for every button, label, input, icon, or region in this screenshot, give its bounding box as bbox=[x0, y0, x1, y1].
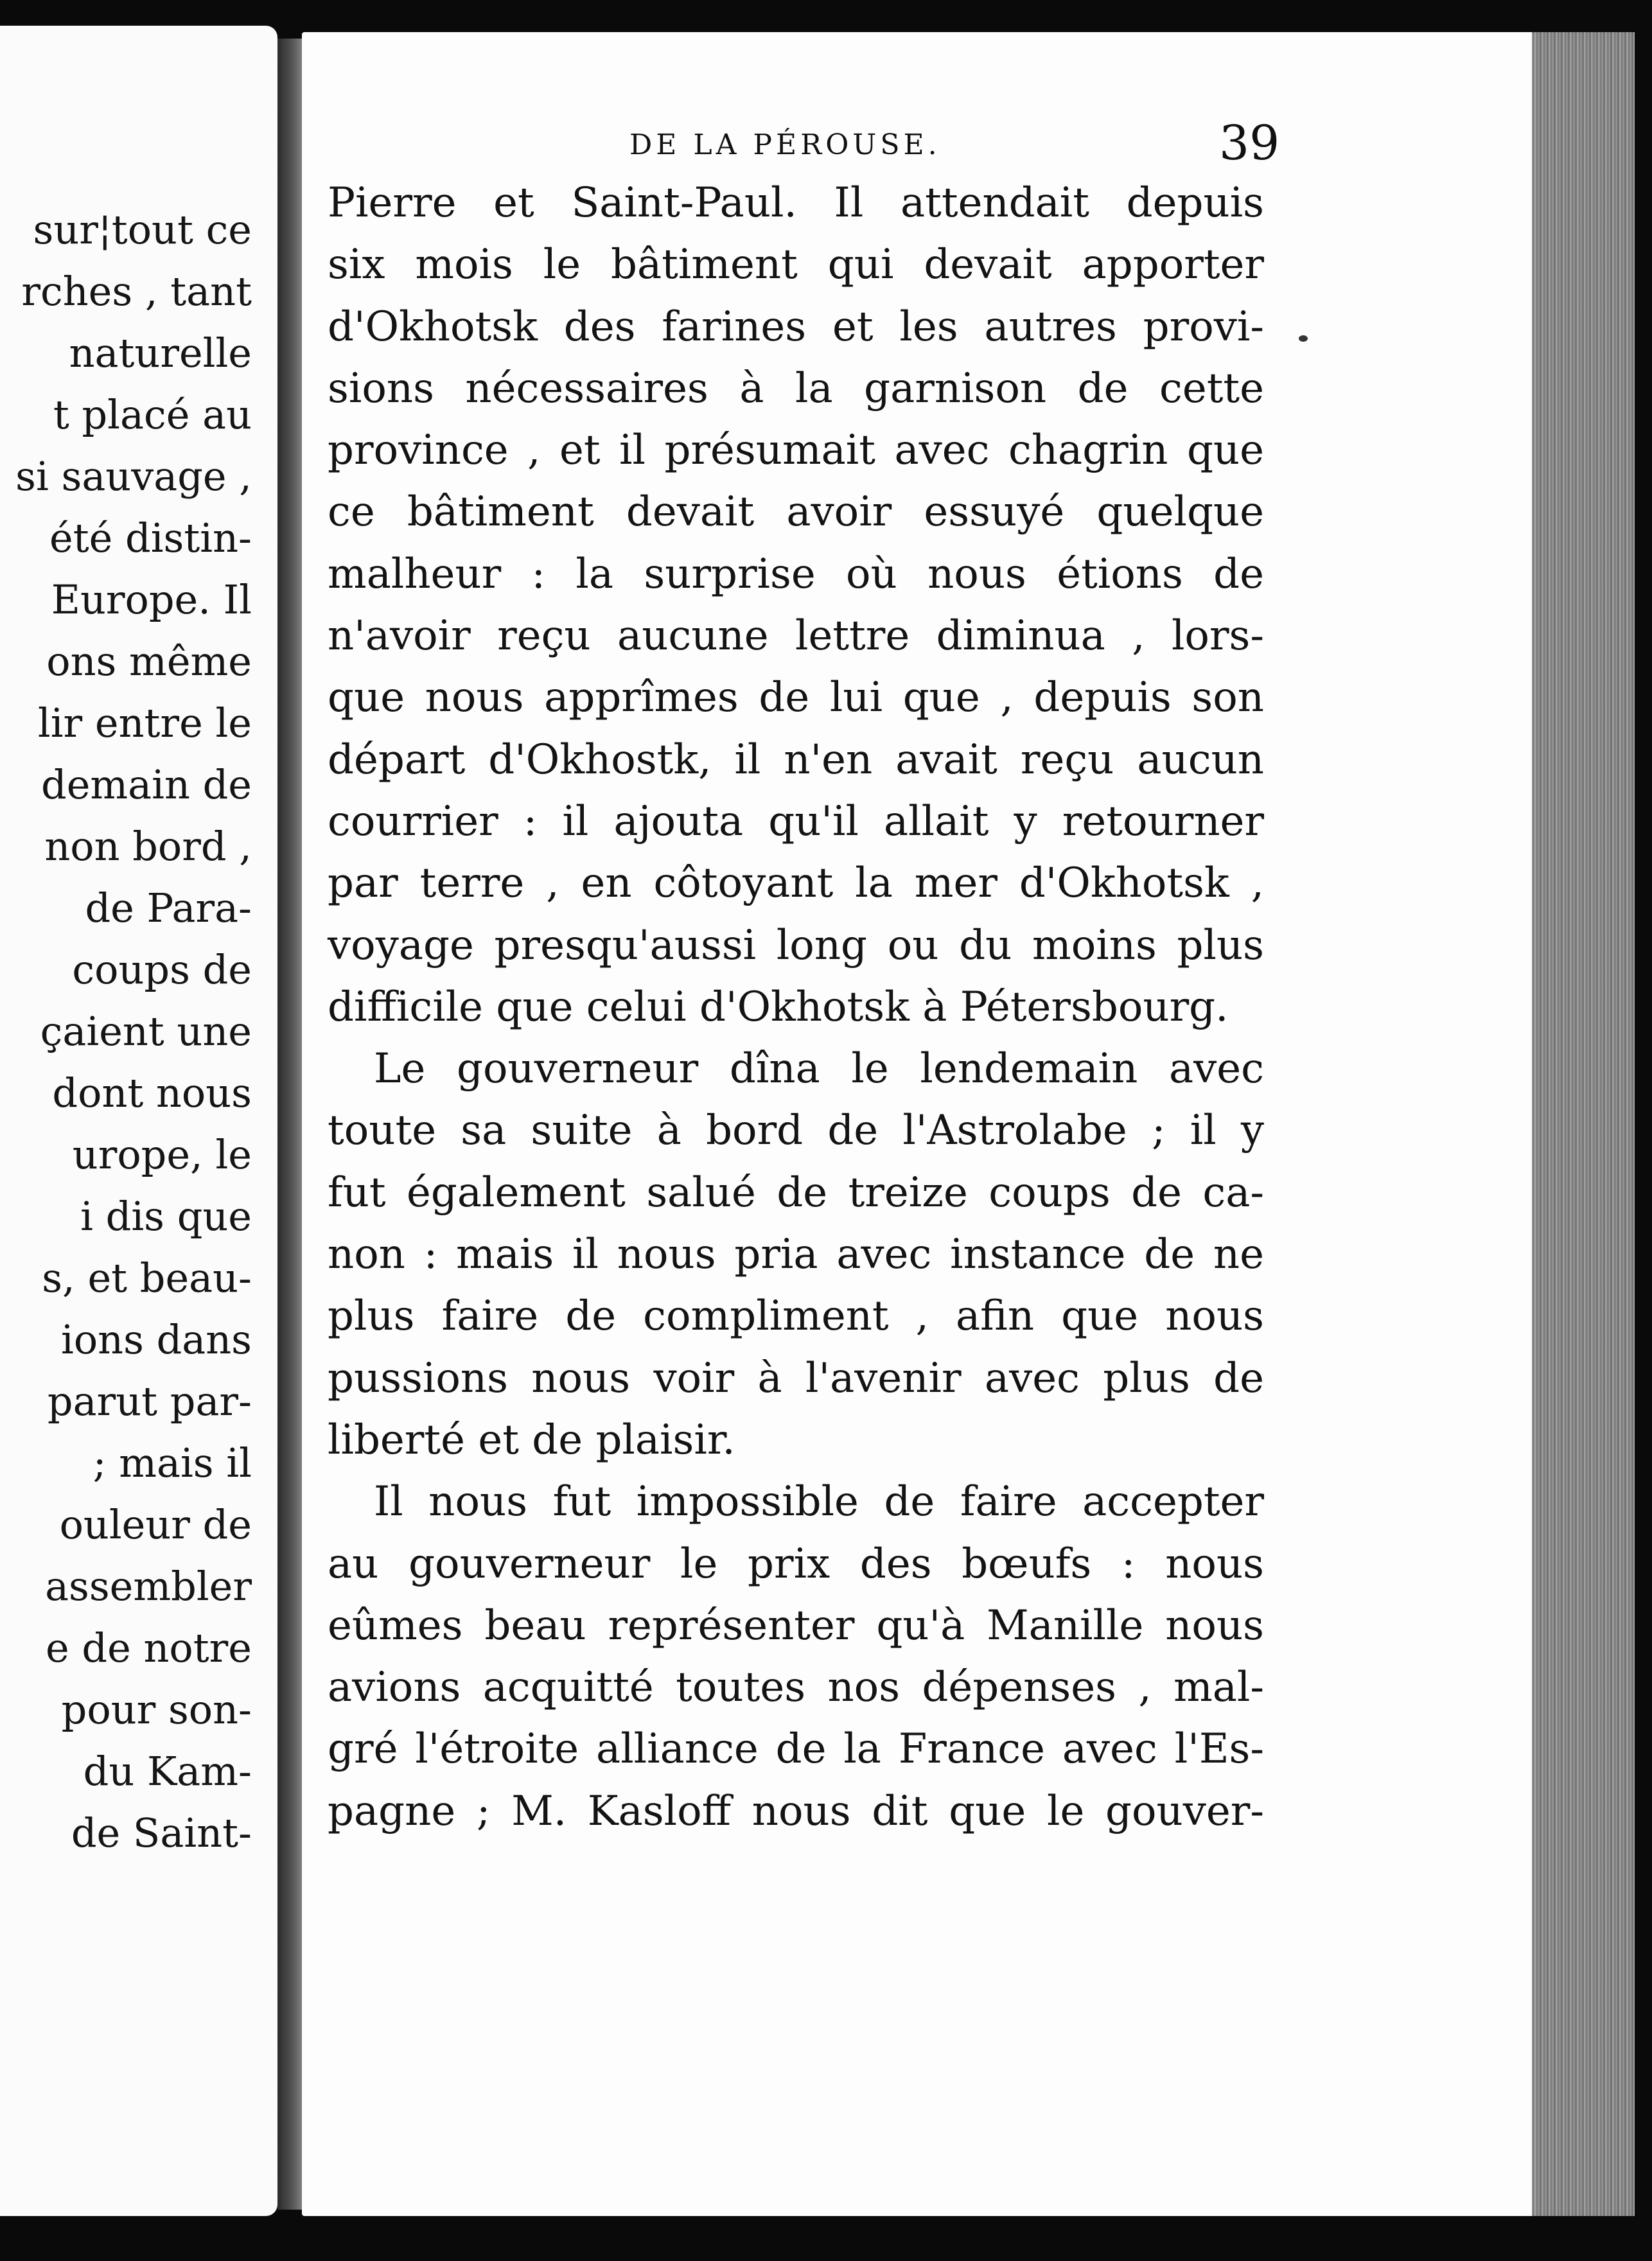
left-line: assembler bbox=[45, 1563, 252, 1610]
left-line: ons même bbox=[46, 638, 252, 685]
left-line: lir entre le bbox=[37, 699, 252, 746]
left-line: rches , tant bbox=[21, 268, 252, 315]
text-line: Il nous fut impossible de faire accepter bbox=[374, 1478, 1264, 1526]
left-line: été distin- bbox=[49, 515, 252, 561]
text-line: au gouverneur le prix des bœufs : nous bbox=[328, 1540, 1264, 1588]
text-line: fut également salué de treize coups de ca- bbox=[328, 1168, 1264, 1217]
left-line: dont nous bbox=[52, 1069, 252, 1116]
text-line: six mois le bâtiment qui devait apporter bbox=[328, 241, 1264, 289]
right-main-page bbox=[302, 32, 1535, 2216]
page-header bbox=[302, 109, 1535, 173]
text-line: toute sa suite à bord de l'Astrolabe ; il y bbox=[328, 1107, 1264, 1155]
left-line: s, et beau- bbox=[42, 1254, 252, 1301]
text-line: ce bâtiment devait avoir essuyé quelque bbox=[328, 488, 1264, 536]
text-line: départ d'Okhostk, il n'en avait reçu aucun bbox=[328, 735, 1264, 784]
text-line: malheur : la surprise où nous étions de bbox=[328, 550, 1264, 598]
text-line: plus faire de compliment , afin que nous bbox=[328, 1292, 1264, 1341]
left-line: de Saint- bbox=[71, 1809, 252, 1856]
left-line: çaient une bbox=[40, 1008, 252, 1055]
left-page-text bbox=[15, 199, 252, 1864]
text-line: d'Okhotsk des farines et les autres provi- bbox=[328, 303, 1264, 351]
text-line: pussions nous voir à l'avenir avec plus de bbox=[328, 1354, 1264, 1402]
left-line: demain de bbox=[41, 761, 252, 808]
left-line: i dis que bbox=[80, 1193, 252, 1240]
text-line: pagne ; M. Kasloff nous dit que le gouver- bbox=[328, 1787, 1264, 1835]
left-line: sur¦tout ce bbox=[33, 206, 252, 253]
left-line: de Para- bbox=[85, 884, 252, 931]
ink-speck bbox=[1299, 335, 1308, 342]
page-edges-stack bbox=[1532, 32, 1635, 2216]
text-line: que nous apprîmes de lui que , depuis son bbox=[328, 674, 1264, 722]
left-line: non bord , bbox=[44, 823, 252, 870]
left-line: pour son- bbox=[61, 1686, 252, 1733]
page-number: 39 bbox=[1219, 116, 1280, 171]
left-line: ions dans bbox=[60, 1316, 252, 1363]
text-line: province , et il présumait avec chagrin que bbox=[328, 427, 1264, 475]
left-line: e de notre bbox=[46, 1624, 252, 1671]
text-line: sions nécessaires à la garnison de cette bbox=[328, 364, 1264, 412]
text-line: Pierre et Saint-Paul. Il attendait depuis bbox=[328, 179, 1264, 227]
text-line: liberté et de plaisir. bbox=[328, 1416, 735, 1464]
text-line: difficile que celui d'Okhotsk à Pétersbourg. bbox=[328, 983, 1229, 1031]
left-line: coups de bbox=[72, 946, 252, 993]
text-line: courrier : il ajouta qu'il allait y retourner bbox=[328, 797, 1264, 845]
left-line: parut par- bbox=[47, 1378, 252, 1425]
left-line: ; mais il bbox=[92, 1439, 252, 1486]
left-line: ouleur de bbox=[59, 1501, 252, 1548]
left-line: du Kam- bbox=[83, 1748, 252, 1795]
text-line: gré l'étroite alliance de la France avec l'Es- bbox=[328, 1725, 1264, 1773]
left-line: t placé au bbox=[53, 391, 252, 438]
text-line: par terre , en côtoyant la mer d'Okhotsk , bbox=[328, 859, 1264, 908]
running-head: DE LA PÉROUSE. bbox=[629, 128, 941, 161]
text-line: avions acquitté toutes nos dépenses , mal- bbox=[328, 1664, 1264, 1712]
left-line: si sauvage , bbox=[15, 453, 252, 500]
text-line: eûmes beau représenter qu'à Manille nous bbox=[328, 1601, 1264, 1650]
left-line: Europe. Il bbox=[51, 576, 252, 623]
text-line: voyage presqu'aussi long ou du moins plus bbox=[328, 921, 1264, 969]
text-line: non : mais il nous pria avec instance de ne bbox=[328, 1231, 1264, 1279]
left-line: naturelle bbox=[69, 330, 252, 376]
left-line: urope, le bbox=[72, 1131, 252, 1178]
text-line: n'avoir reçu aucune lettre diminua , lors- bbox=[328, 612, 1264, 660]
text-line: Le gouverneur dîna le lendemain avec bbox=[374, 1045, 1264, 1093]
left-facing-page bbox=[0, 26, 277, 2216]
body-text bbox=[328, 172, 1264, 1842]
